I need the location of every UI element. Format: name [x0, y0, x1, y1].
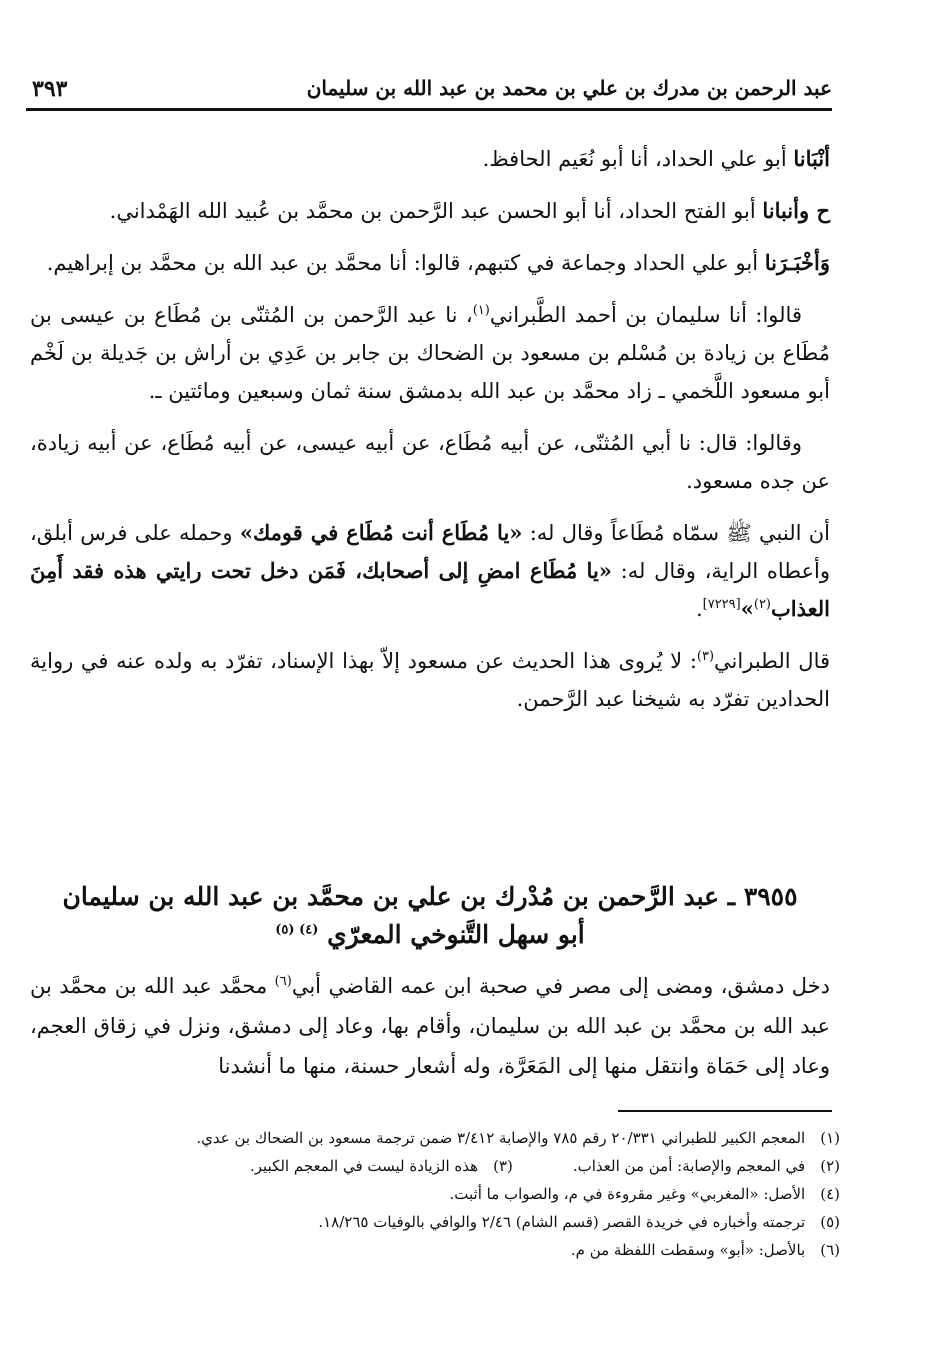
paragraph-isnad-3 [30, 244, 830, 282]
paragraph-text: قال الطبراني [714, 649, 830, 673]
paragraph-hadith [30, 514, 830, 628]
page-header [26, 72, 832, 111]
hadith-number: [٧٢٢٩] [702, 597, 741, 612]
entry-title-line-2 [40, 916, 820, 954]
footnote-number: (٦) [820, 1241, 840, 1259]
paragraph-chain [30, 296, 830, 410]
footnote-text: الأصل: «المغربي» وغير مقروءة في م، والصواب ما أثبت. [449, 1185, 806, 1203]
footnote-text: هذه الزيادة ليست في المعجم الكبير. [249, 1157, 479, 1175]
footnote-ref: (١) [472, 303, 490, 318]
entry-title-line-1: ٣٩٥٥ ـ عبد الرَّحمن بن مُدْرك بن علي بن محمَّد بن عبد الله بن سليمان [62, 882, 798, 911]
footnote-row [40, 1152, 840, 1180]
entry-kunya: أبو سهل التَّنوخي المعرّي [327, 920, 585, 949]
main-text [30, 140, 830, 732]
footnote-number: (٣) [493, 1157, 513, 1175]
footnote-item [40, 1236, 840, 1264]
footnote-ref: (٦) [274, 974, 292, 989]
footnote-text: في المعجم والإصابة: أمن من العذاب. [572, 1157, 806, 1175]
paragraph-text: : لا يُروى هذا الحديث عن مسعود إلاّ بهذا الإسناد، تفرّد به ولده عنه في رواية الحدادين تفرّد به شيخنا عبد الرَّحمن. [30, 649, 830, 711]
quote-close: » [740, 596, 754, 621]
paragraph-text: وحمله على فرس أبلق، وأعطاه الراية، وقال له: [30, 521, 830, 583]
footnote-number: (٢) [820, 1157, 840, 1175]
footnote-item [40, 1124, 840, 1152]
paragraph-text: دخل دمشق، ومضى إلى مصر في صحبة ابن عمه القاضي أبي [291, 974, 830, 998]
paragraph-text: . [695, 597, 703, 621]
footnote-number: (٤) [820, 1185, 840, 1203]
entry-body [30, 966, 830, 1086]
footnote-text: ترجمته وأخباره في خريدة القصر (قسم الشام) ٢/٤٦ والوافي بالوفيات ١٨/٢٦٥. [318, 1213, 806, 1231]
paragraph-text: ، نا عبد الرَّحمن بن المُثنّى بن مُطَاع بن عيسى بن مُطَاع بن زيادة بن مُسْلم بن مسعود بن الضحاك بن جابر بن عَدِي بن أراش بن جَديلة بن لَخْم أبو مسعود اللَّخمي ـ زاد محمَّد بن عبد الله بدمشق سنة ثمان وسبعين ومائتين ـ. [30, 303, 830, 403]
paragraph-isnad-2 [30, 192, 830, 230]
hadith-quote: «يا مُطَاع امضِ إلى أصحابك، فَمَن دخل تحت رايتي هذه فقد أَمِنَ العذاب [30, 558, 830, 621]
footnote-divider [618, 1110, 832, 1112]
page-number: ٣٩٣ [32, 76, 68, 102]
footnote-item [40, 1180, 840, 1208]
footnote-ref: (٤) (٥) [275, 922, 319, 938]
lead-word: وَأخْبَـرَنا [764, 250, 830, 275]
paragraph-comment [30, 642, 830, 718]
paragraph-text: وقالوا: قال: نا أبي المُثنّى، عن أبيه مُطَاع، عن أبيه عيسى، عن أبيه مُطَاع، عن أبيه زيادة، عن جده مسعود. [30, 431, 830, 493]
footnote-ref: (٣) [696, 649, 715, 664]
footnote-item [40, 1208, 840, 1236]
paragraph-text: أن النبي ﷺ سمّاه مُطَاعاً وقال له: [522, 521, 830, 545]
footnotes [40, 1124, 840, 1264]
entry-heading [40, 878, 820, 954]
paragraph-text: أبو الفتح الحداد، أنا أبو الحسن عبد الرَّحمن بن محمَّد بن عُبيد الله الهَمْداني. [109, 199, 763, 223]
footnote-text: المعجم الكبير للطبراني ٢٠/٣٣١ رقم ٧٨٥ والإصابة ٣/٤١٢ ضمن ترجمة مسعود بن الضحاك بن عدي. [196, 1129, 806, 1147]
paragraph-text: قالوا: أنا سليمان بن أحمد الطَّبراني [489, 303, 802, 327]
footnote-ref: (٢) [753, 597, 771, 612]
footnote-item [250, 1152, 513, 1180]
footnote-number: (٥) [820, 1213, 840, 1231]
lead-word: أنْبَانا [793, 146, 830, 171]
paragraph-text: أبو علي الحداد وجماعة في كتبهم، قالوا: أنا محمَّد بن عبد الله بن محمَّد بن إبراهيم. [46, 251, 765, 275]
footnote-text: بالأصل: «أبو» وسقطت اللفظة من م. [570, 1241, 806, 1259]
paragraph-isnad-1 [30, 140, 830, 178]
hadith-quote: «يا مُطَاع أنت مُطَاع في قومك» [239, 520, 523, 545]
footnote-number: (١) [820, 1129, 840, 1147]
footnote-item [573, 1152, 840, 1180]
paragraph-text: محمَّد عبد الله بن محمَّد بن عبد الله بن محمَّد بن عبد الله بن سليمان، وأقام بها، وعاد إلى دمشق، ونزل في زقاق العجم، وعاد إلى حَمَاة وانتقل منها إلى المَعَرَّة، وله أشعار حسنة، منها ما أنشدنا [30, 974, 831, 1078]
lead-word: ح وأنبانا [762, 198, 830, 223]
running-title: عبد الرحمن بن مدرك بن علي بن محمد بن عبد الله بن سليمان [306, 76, 832, 100]
paragraph-text: أبو علي الحداد، أنا أبو نُعَيم الحافظ. [482, 147, 794, 171]
paragraph-lineage [30, 424, 830, 500]
